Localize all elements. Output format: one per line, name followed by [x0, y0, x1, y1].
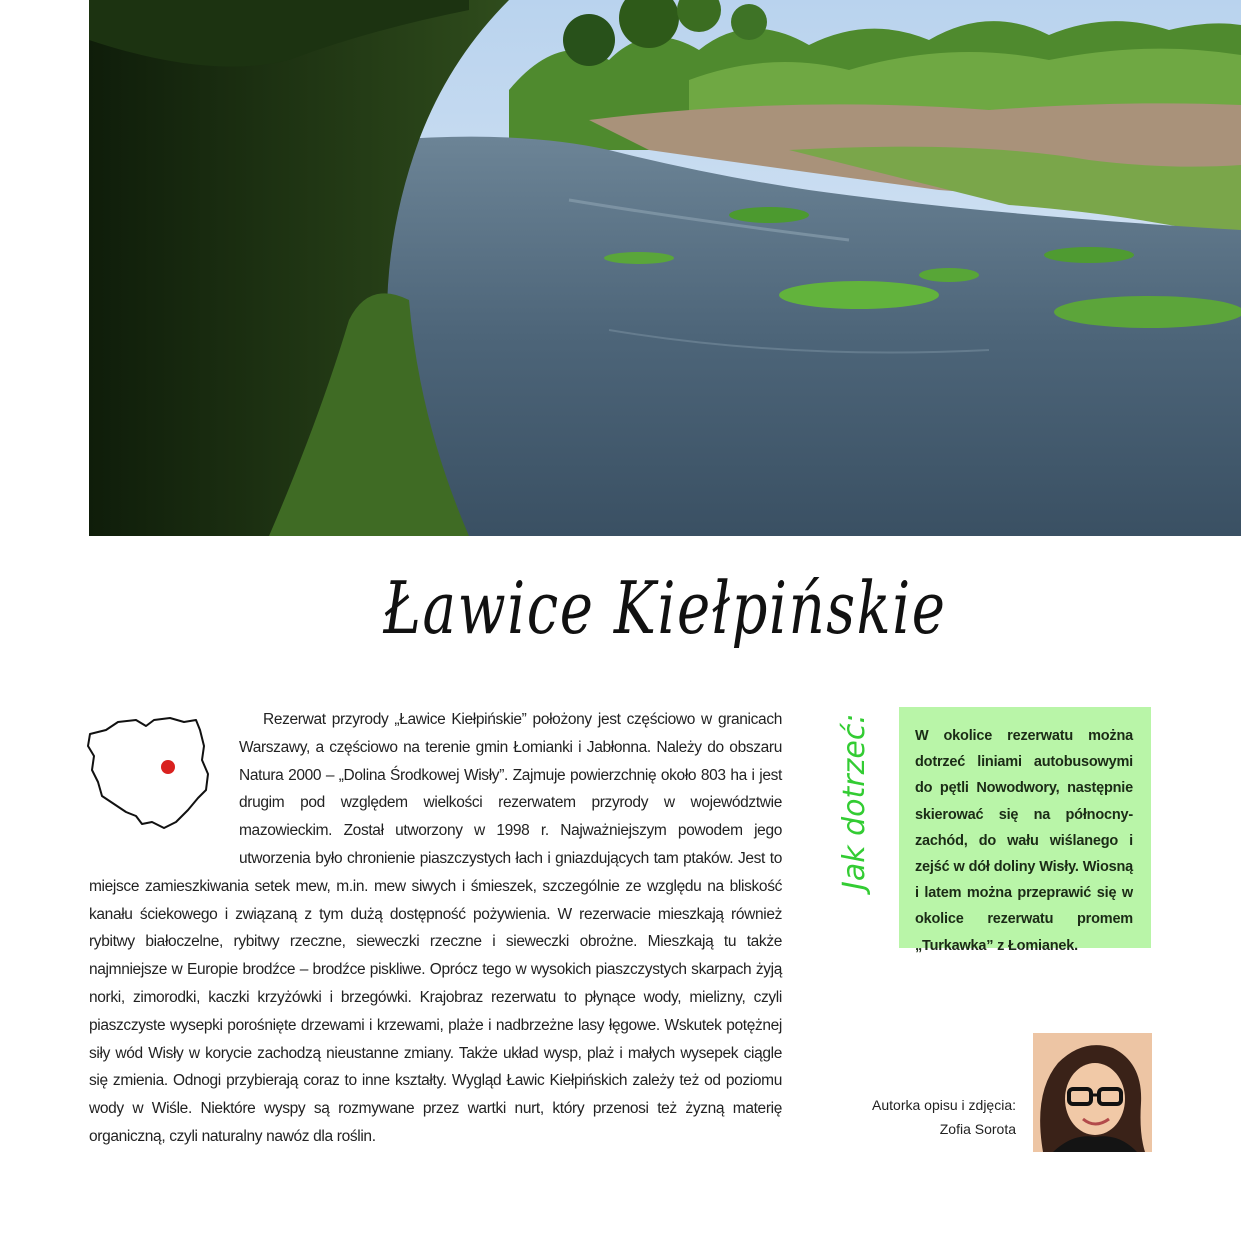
- page-title: Ławice Kiełpińskie: [383, 566, 947, 650]
- author-credit: [800, 1093, 1016, 1141]
- hero-photo: [89, 0, 1241, 536]
- directions-heading: Jak dotrzeć:: [837, 713, 872, 890]
- article-paragraph: Rezerwat przyrody „Ławice Kiełpińskie” położony jest częściowo w granicach Warszawy, a częściowo na terenie gmin Łomianki i Jabłonna. Należy do obszaru Natura 2000 – „Dolina Środkowej Wisły”. Zajmuje powierzchnię około 803 ha i jest drugim pod względem wielkości rezerwatem przyrody w województwie mazowieckim. Został utworzony w 1998 r. Najważniejszym powodem jego utworzenia było chronienie piaszczystych łach i gniazdujących tam ptaków. Jest to miejsce zamieszkiwania setek mew, m.in. mew siwych i śmieszek, szczególnie ze względu na bliskość kanału ściekowego i związaną z tym dużą dostępność pożywienia. W rezerwacie mieszkają również rybitwy białoczelne, rybitwy rzeczne, sieweczki rzeczne i sieweczki obrożne. Mieszkają tu także najmniejsze w Europie brodźce – brodźce piskliwe. Oprócz tego w wysokich piaszczystych skarpach żyją norki, zimorodki, kaczki krzyżówki i brzegówki. Krajobraz rezerwatu to płynące wody, mielizny, czyli piaszczyste wysepki porośnięte drzewami i krzewami, plaże i nadbrzeżne lasy łęgowe. Wskutek potężnej siły wód Wisły w korycie zachodzą nieustanne zmiany. Także układ wysp, plaż i małych wysepek ciągle się zmienia. Odnogi przybierają coraz to inne kształty. Wygląd Ławic Kiełpińskich zależy też od poziomu wody w Wiśle. Niektóre wyspy są rozmywane przez wartki nurt, który przenosi też żyzną materię organiczną, czyli naturalny nawóz dla roślin.: [89, 711, 782, 1145]
- author-portrait: [1033, 1033, 1152, 1152]
- author-name: Zofia Sorota: [939, 1121, 1016, 1137]
- river-landscape-icon: [89, 0, 1241, 536]
- article-body: [89, 706, 782, 1151]
- directions-text: W okolice rezerwatu można dotrzeć liniami autobusowymi do pętli Nowodwory, następnie skierować się na północny-zachód, do wału wiślanego i zejść w dół doliny Wisły. Wiosną i latem można przeprawić się w okolice rezerwatu promem „Turkawka” z Łomianek.: [915, 728, 1133, 954]
- author-portrait-icon: [1033, 1033, 1152, 1152]
- author-label: Autorka opisu i zdjęcia:: [872, 1097, 1016, 1113]
- directions-box: [899, 707, 1151, 954]
